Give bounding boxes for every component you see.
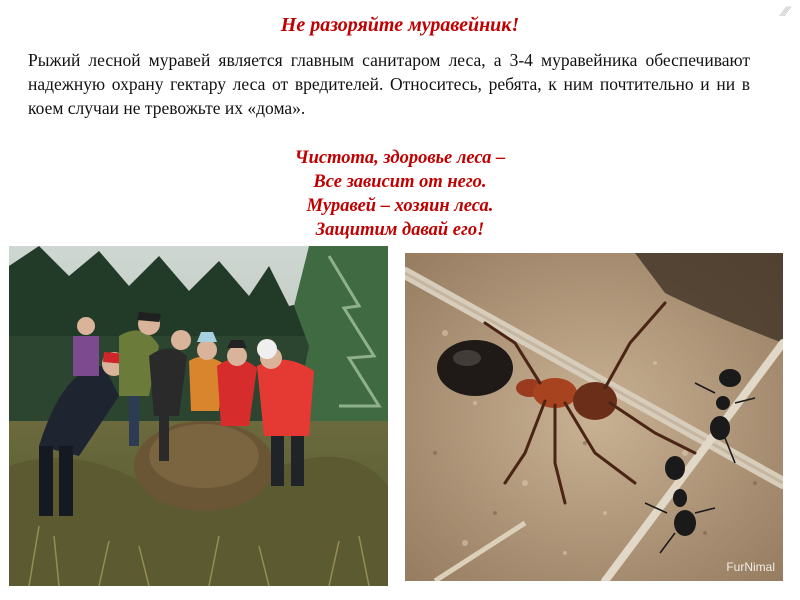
poem-line: Защитим давай его! — [315, 220, 485, 240]
photo-watermark: FurNimal — [726, 560, 775, 574]
poem-line: Муравей – хозяин леса. — [306, 196, 494, 216]
main-paragraph: Рыжий лесной муравей является главным санитаром леса, а 3-4 муравейника обеспечивают надежную охрану гектару леса от вредителей. Относитесь, ребята, к ним почтительно и ни в коем случаи не тревожьте их «дома». — [28, 50, 750, 118]
corner-decoration: ⁄⁄⁄⁄ — [781, 4, 788, 20]
poem-block — [190, 146, 610, 242]
poem-line: Все зависит от него. — [313, 172, 487, 192]
ants-image — [405, 253, 783, 581]
slide-title: Не разоряйте муравейник! — [280, 14, 520, 36]
photo-ants-macro — [398, 246, 790, 588]
photo-children-anthill — [9, 246, 388, 586]
forest-scene-image — [9, 246, 388, 586]
poem-line: Чистота, здоровье леса – — [294, 148, 506, 168]
